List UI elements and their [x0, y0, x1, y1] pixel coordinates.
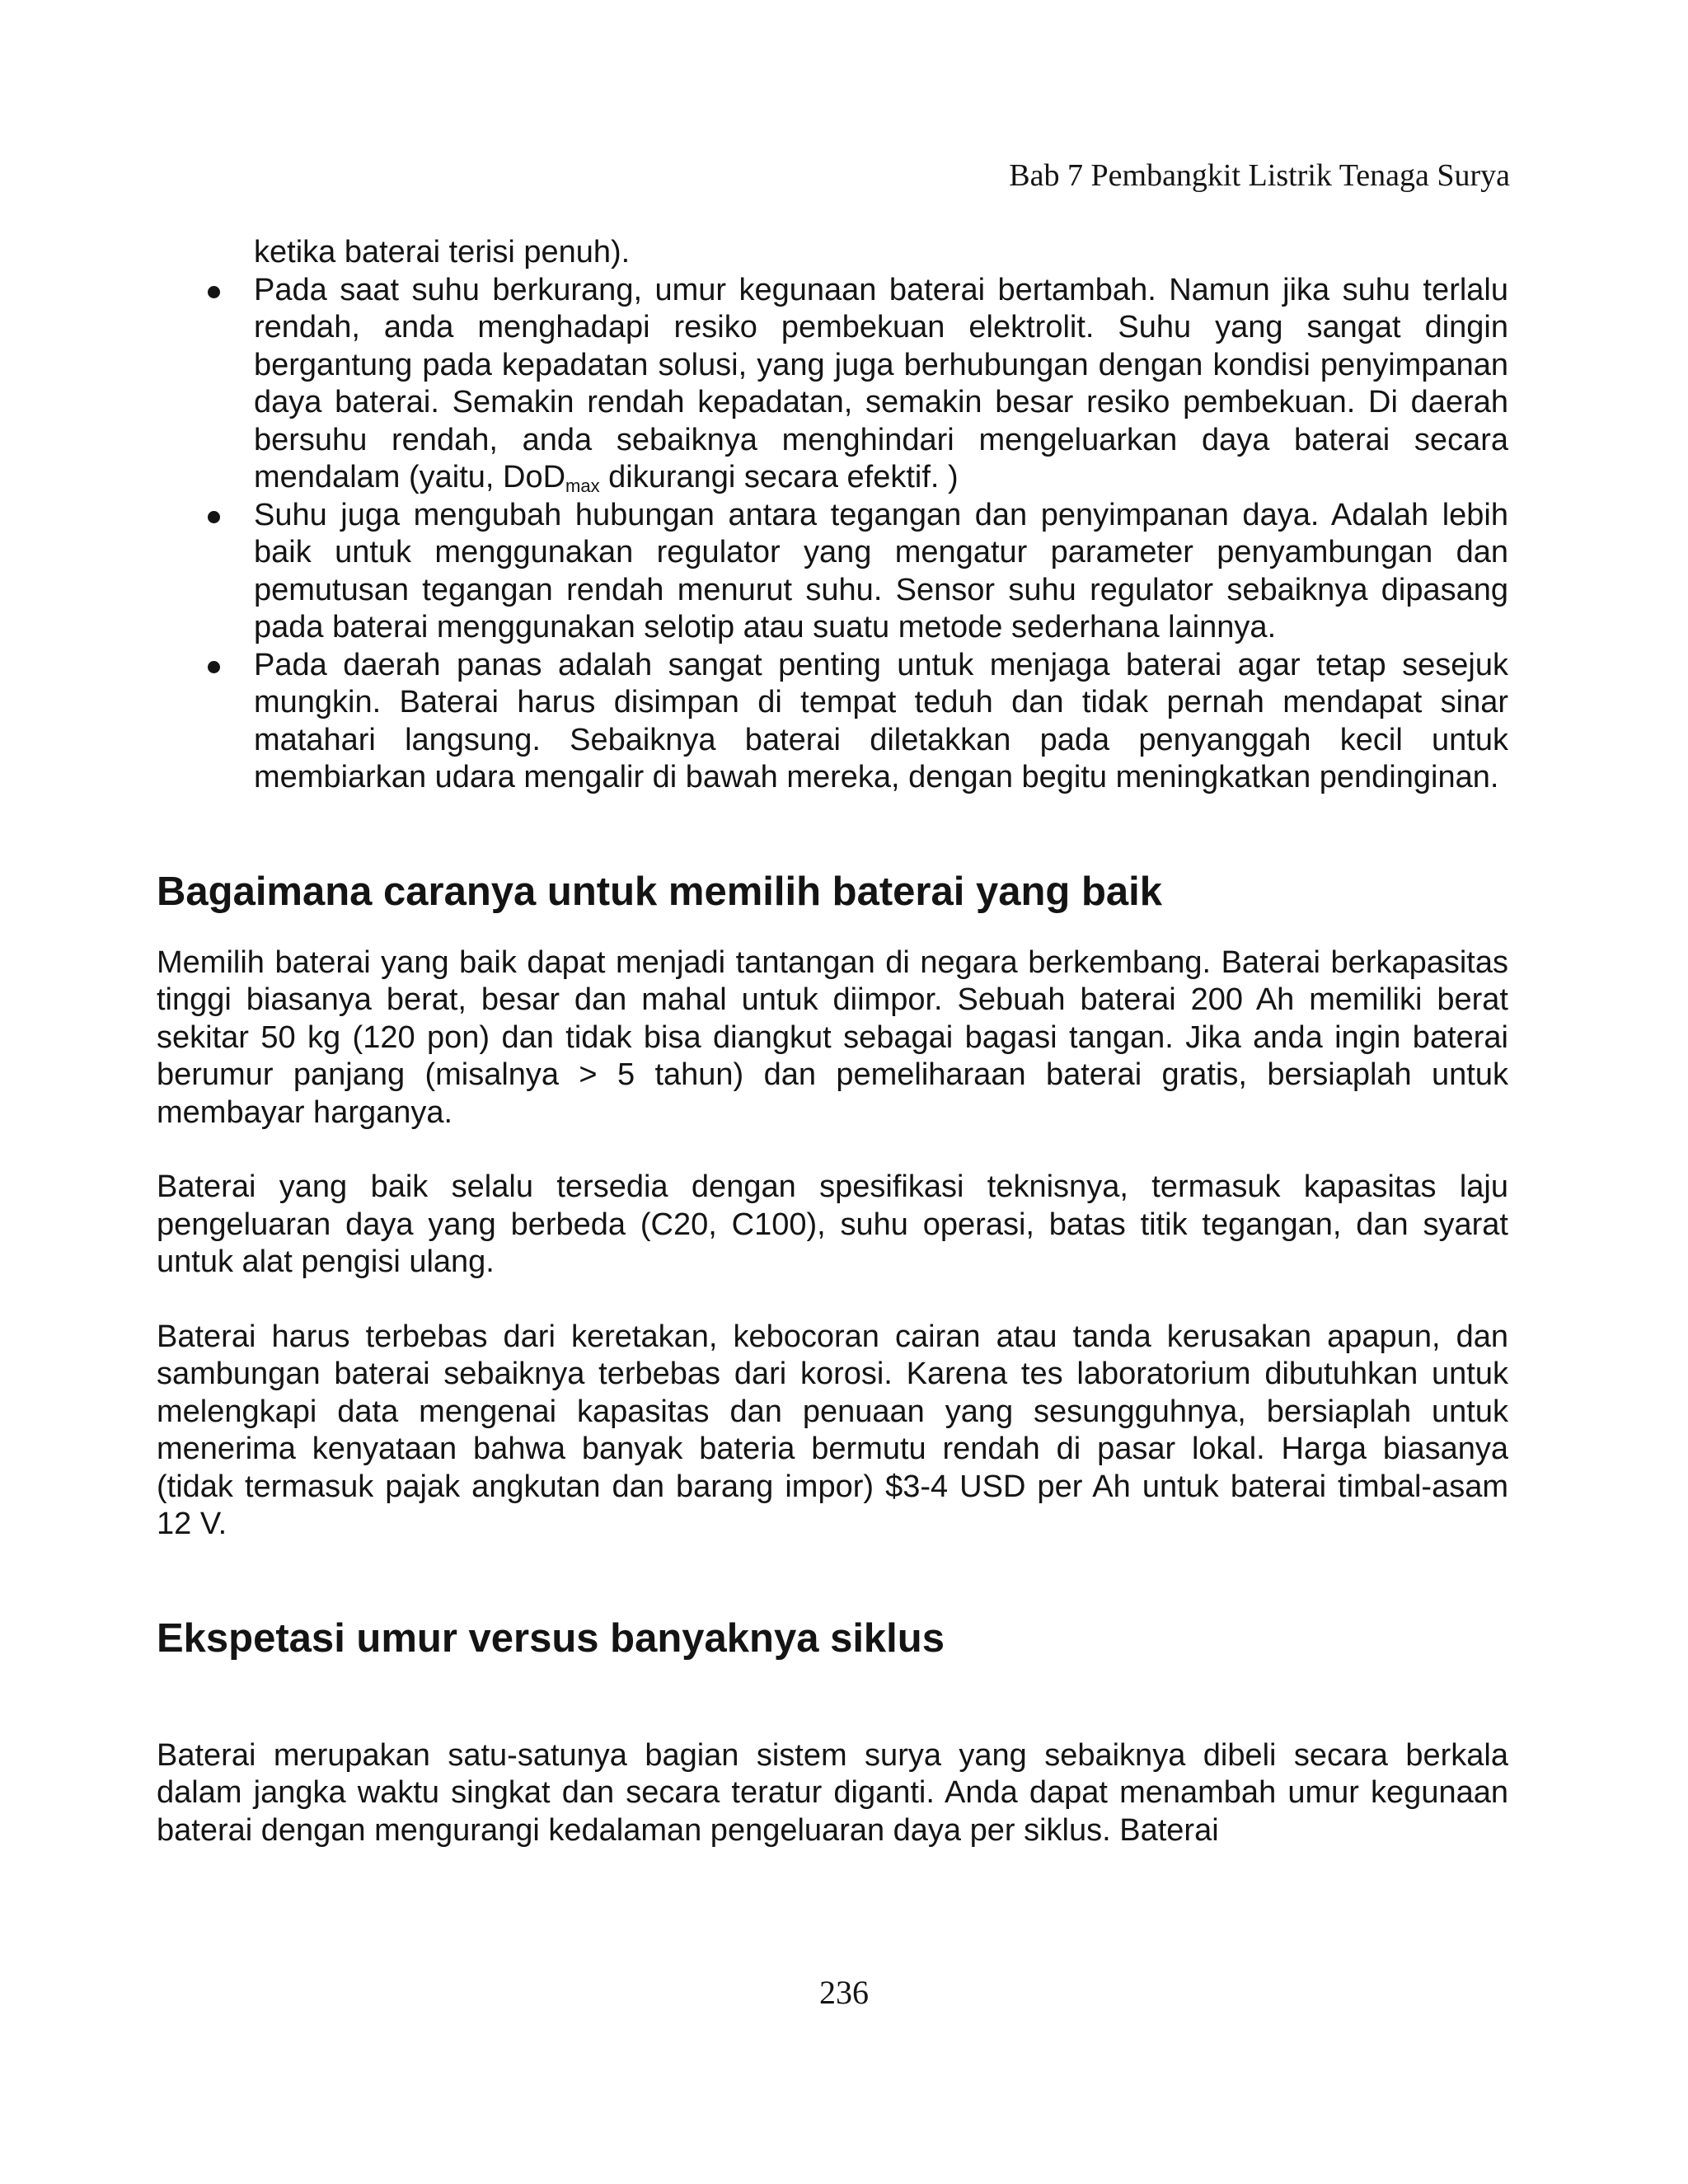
bullet-item — [157, 497, 1508, 647]
bullet-dot-icon — [208, 511, 220, 523]
subscript-max: max — [565, 476, 600, 496]
paragraph: Baterai yang baik selalu tersedia dengan spesifikasi teknisnya, termasuk kapasitas laju pengeluaran daya yang berbeda (C20, C100), suhu operasi, batas titik tegangan, dan syarat untuk alat pengisi ulang. — [157, 1169, 1508, 1279]
bullet-text: Suhu juga mengubah hubungan antara tegangan dan penyimpanan daya. Adalah lebih baik untuk menggunakan regulator yang mengatur parameter penyambungan dan pemutusan tegangan rendah menurut suhu. Sensor suhu regulator sebaiknya dipasang pada baterai menggunakan selotip atau suatu metode sederhana lainnya. — [254, 497, 1508, 644]
bullet-text: Pada daerah panas adalah sangat penting untuk menjaga baterai agar tetap sesejuk mungkin. Baterai harus disimpan di tempat teduh dan tidak pernah mendapat sinar matahari langsung. Sebaiknya baterai diletakkan pada penyanggah kecil untuk membiarkan udara mengalir di bawah mereka, dengan begitu meningkatkan pendinginan. — [254, 647, 1508, 794]
section-heading-choose-battery: Bagaimana caranya untuk memilih baterai yang baik — [157, 869, 1162, 914]
running-header: Bab 7 Pembangkit Listrik Tenaga Surya — [1009, 158, 1510, 193]
bullet-text: Pada saat suhu berkurang, umur kegunaan baterai bertambah. Namun jika suhu terlalu rendah, anda menghadapi resiko pembekuan elektrolit. Suhu yang sangat dingin bergantung pada kepadatan solusi, yang juga berhubungan dengan kondisi penyimpanan daya baterai. Semakin rendah kepadatan, semakin besar resiko pembekuan. Di daerah bersuhu rendah, anda sebaiknya menghindari mengeluarkan daya baterai secara mendalam (yaitu, DoD — [254, 272, 1508, 494]
bullet-dot-icon — [208, 661, 220, 673]
bullet-dot-icon — [208, 286, 220, 298]
paragraph: Baterai merupakan satu-satunya bagian sistem surya yang sebaiknya dibeli secara berkala dalam jangka waktu singkat dan secara teratur diganti. Anda dapat menambah umur kegunaan baterai dengan mengurangi kedalaman pengeluaran daya per siklus. Baterai — [157, 1737, 1508, 1848]
bullet-text-after: dikurangi secara efektif. ) — [599, 460, 959, 494]
bullet-list — [157, 272, 1508, 797]
page-number: 236 — [819, 1974, 869, 2011]
bullet-item — [157, 647, 1508, 797]
page-body — [157, 234, 1508, 1849]
bullet-item — [157, 272, 1508, 497]
paragraph: Baterai harus terbebas dari keretakan, kebocoran cairan atau tanda kerusakan apapun, dan sambungan baterai sebaiknya terbebas dari korosi. Karena tes laboratorium dibutuhkan untuk melengkapi data mengenai kapasitas dan penuaan yang sesungguhnya, bersiaplah untuk menerima kenyataan bahwa banyak bateria bermutu rendah di pasar lokal. Harga biasanya (tidak termasuk pajak angkutan dan barang impor) $3-4 USD per Ah untuk baterai timbal-asam 12 V. — [157, 1319, 1508, 1541]
section-heading-life-expectancy: Ekspetasi umur versus banyaknya siklus — [157, 1615, 945, 1661]
continued-bullet-text: ketika baterai terisi penuh). — [254, 235, 631, 269]
paragraph: Memilih baterai yang baik dapat menjadi tantangan di negara berkembang. Baterai berkapasitas tinggi biasanya berat, besar dan mahal untuk diimpor. Sebuah baterai 200 Ah memiliki berat sekitar 50 kg (120 pon) dan tidak bisa diangkut sebagai bagasi tangan. Jika anda ingin baterai berumur panjang (misalnya > 5 tahun) dan pemeliharaan baterai gratis, bersiaplah untuk membayar harganya. — [157, 944, 1508, 1130]
